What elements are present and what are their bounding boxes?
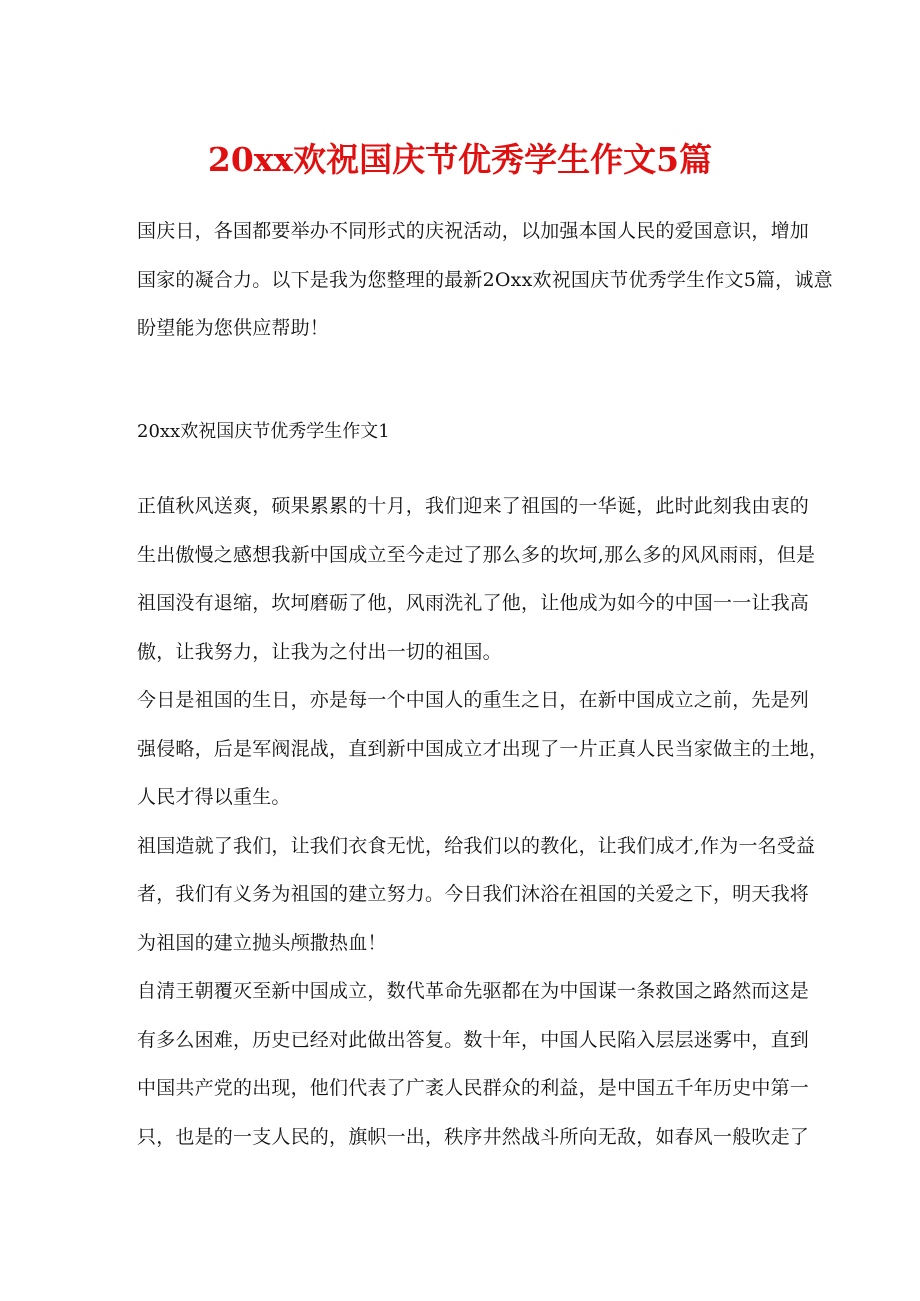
article-line: 正值秋风送爽，硕果累累的十月，我们迎来了祖国的一华诞，此时此刻我由衷的 xyxy=(137,495,810,517)
section-heading: 20xx欢祝国庆节优秀学生作文1 xyxy=(137,421,390,442)
article-line: 生出傲慢之感想我新中国成立至今走过了那么多的坎坷,那么多的风风雨雨，但是 xyxy=(137,543,816,566)
intro-line: 盼望能为您供应帮助！ xyxy=(137,317,330,339)
page-title: 20xx欢祝国庆节优秀学生作文5篇 xyxy=(207,140,713,179)
intro-line: 国家的凝合力。以下是我为您整理的最新2Oxx欢祝国庆节优秀学生作文5篇，诚意 xyxy=(137,268,833,291)
article-line: 祖国没有退缩，坎坷磨砺了他，风雨洗礼了他，让他成为如今的中国一一让我高 xyxy=(137,592,810,614)
article-line: 为祖国的建立抛头颅撒热血！ xyxy=(137,931,387,954)
article-line: 傲，让我努力，让我为之付出一切的祖国。 xyxy=(137,640,502,663)
article-line: 者，我们有义务为祖国的建立努力。今日我们沐浴在祖国的关爱之下，明天我将 xyxy=(137,883,810,905)
article-body xyxy=(137,482,829,1161)
article-line: 有多么困难，历史已经对此做出答复。数十年，中国人民陷入层层迷雾中，直到 xyxy=(137,1028,810,1051)
article-line: 中国共产党的出现，他们代表了广袤人民群众的利益，是中国五千年历史中第一 xyxy=(137,1077,810,1099)
article-line: 自清王朝覆灭至新中国成立，数代革命先驱都在为中国谋一条救国之路然而这是 xyxy=(137,980,810,1002)
article-line: 只，也是的一支人民的，旗帜一出，秩序井然战斗所向无敌，如春风一般吹走了 xyxy=(137,1125,810,1148)
article-line: 人民才得以重生。 xyxy=(137,786,291,808)
article-line: 祖国造就了我们，让我们衣食无忧，给我们以的教化，让我们成才,作为一名受益 xyxy=(137,834,816,857)
intro-line: 国庆日，各国都要举办不同形式的庆祝活动，以加强本国人民的爱国意识，增加 xyxy=(137,220,810,242)
article-line: 今日是祖国的生日，亦是每一个中国人的重生之日，在新中国成立之前，先是列 xyxy=(137,689,810,711)
intro-paragraph xyxy=(137,207,833,353)
article-line: 强侵略，后是军阀混战，直到新中国成立才出现了一片正真人民当家做主的土地， xyxy=(137,737,829,760)
